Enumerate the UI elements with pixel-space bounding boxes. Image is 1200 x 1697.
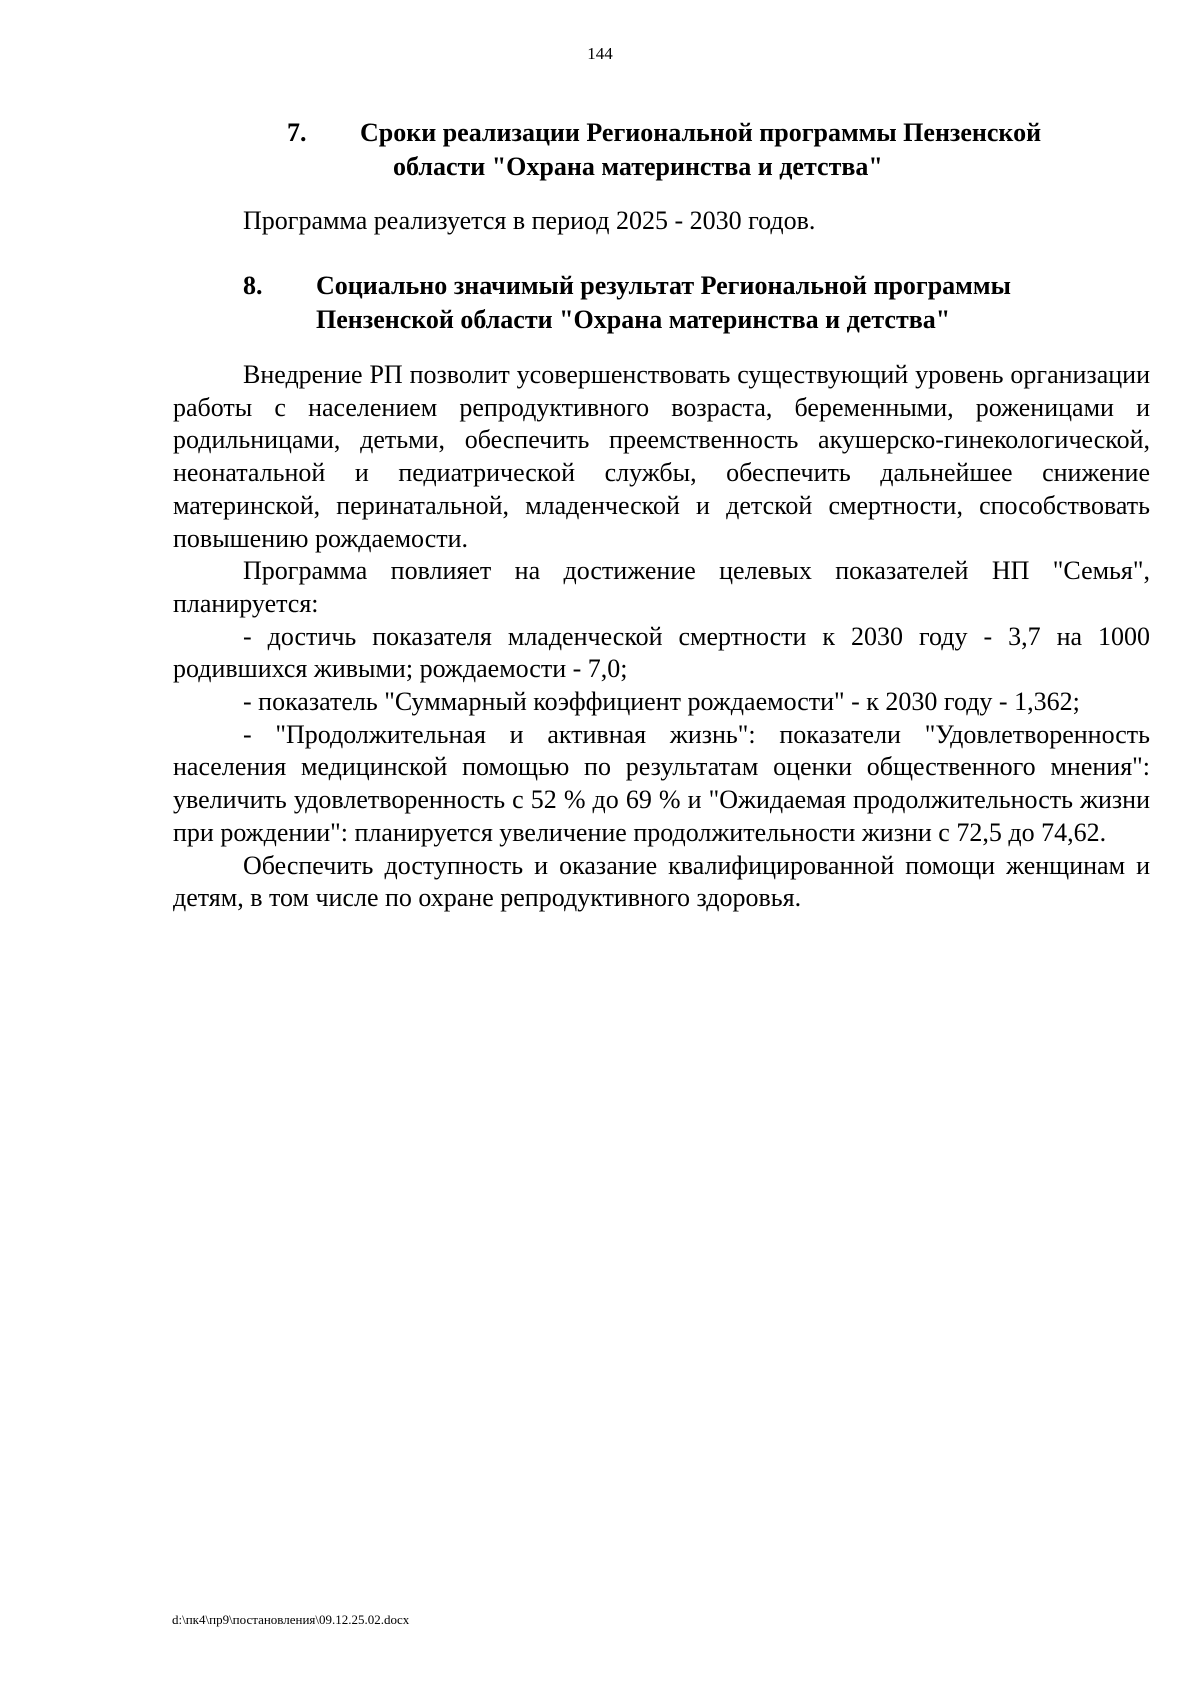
paragraph-infant-mortality: - достичь показателя младенческой смертности к 2030 году - 3,7 на 1000 родившихся живыми; рождаемости - 7,0; <box>173 621 1150 684</box>
section-8-title-line-1: Социально значимый результат Региональной программы <box>316 271 1011 300</box>
page-number: 144 <box>587 44 613 63</box>
footer-file-path: d:\пк4\пр9\постановления\09.12.25.02.docx <box>172 1612 410 1627</box>
paragraph-fertility-rate: - показатель "Суммарный коэффициент рождаемости" - к 2030 году - 1,362; <box>243 687 1080 717</box>
paragraph-active-life: - "Продолжительная и активная жизнь": показатели "Удовлетворенность населения медицинской помощью по результатам оценки общественного мнения": увеличить удовлетворенность с 52 % до 69 % и "Ожидаемая продолжительность жизни при рождении": планируется увеличение продолжительности жизни с 72,5 до 74,62. <box>173 719 1150 847</box>
section-7-text: Программа реализуется в период 2025 - 2030 годов. <box>243 206 816 235</box>
paragraph-program-impact: Программа повлияет на достижение целевых показателей НП "Семья", планируется: <box>173 556 1150 618</box>
section-8-title-line-2: Пензенской области "Охрана материнства и детства" <box>316 305 951 334</box>
section-7-number: 7. <box>287 118 307 147</box>
section-7-heading <box>287 116 1147 186</box>
section-7-title-line-2: области "Охрана материнства и детства" <box>393 152 883 181</box>
section-8-number: 8. <box>243 271 263 300</box>
paragraph-rp-implementation: Внедрение РП позволит усовершенствовать существующий уровень организации работы с населением репродуктивного возраста, беременными, роженицами и родильницами, детьми, обеспечить преемственность акушерско-гинекологической, неонатальной и педиатрической службы, обеспечить дальнейшее снижение материнской, перинатальной, младенческой и детской смертности, способствовать повышению рождаемости. <box>173 360 1150 553</box>
section-8-heading <box>243 269 1123 339</box>
section-8-body <box>173 359 1150 915</box>
section-7-title-line-1: Сроки реализации Региональной программы Пензенской <box>360 118 1042 147</box>
paragraph-accessibility: Обеспечить доступность и оказание квалифицированной помощи женщинам и детям, в том числе по охране репродуктивного здоровья. <box>173 850 1150 913</box>
